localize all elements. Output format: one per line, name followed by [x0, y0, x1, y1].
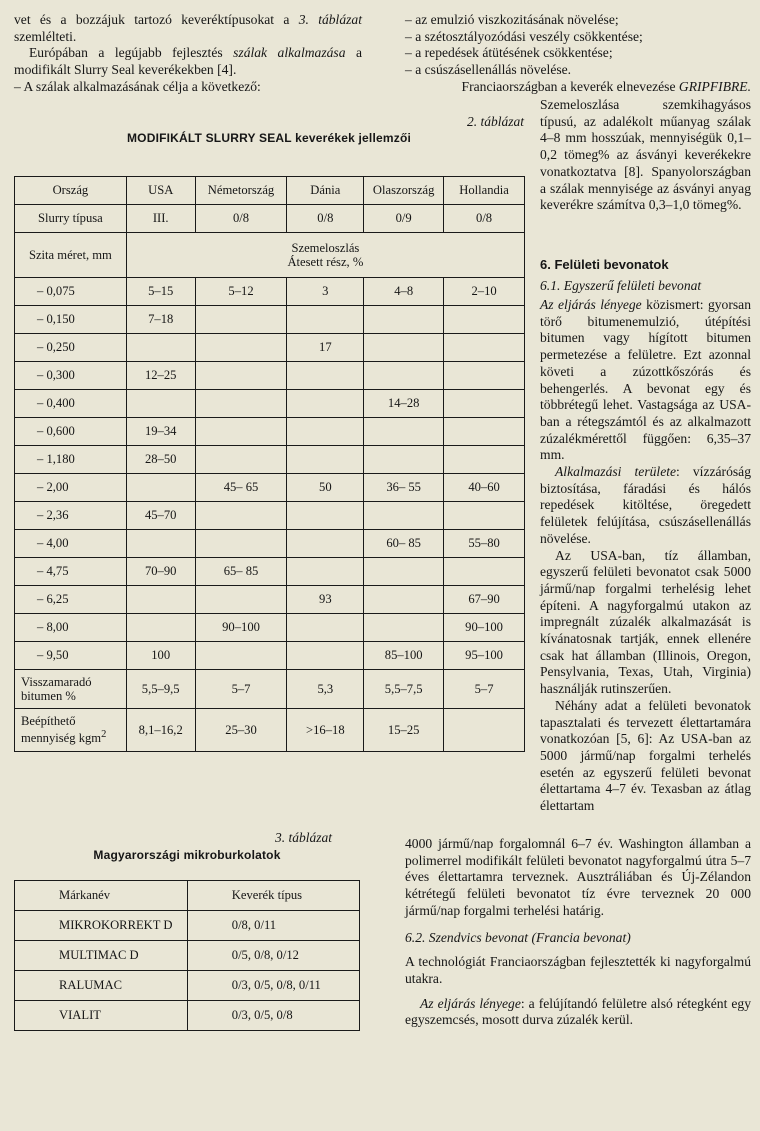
table-row: [15, 670, 525, 709]
table-row: [15, 278, 525, 306]
table-cell: 19–34: [126, 418, 195, 446]
table-row: [15, 418, 525, 446]
purpose-line: – A szálak alkalmazásának célja a következő:: [14, 78, 261, 94]
table-cell: [195, 530, 287, 558]
table-cell: [287, 502, 364, 530]
brand-name: VIALIT: [15, 1001, 188, 1031]
table-cell: 8,1–16,2: [126, 709, 195, 752]
table-row: [15, 205, 525, 233]
mix-type: 0/5, 0/8, 0/12: [187, 941, 359, 971]
subsection-heading: 6.2. Szendvics bevonat (Francia bevonat): [405, 929, 631, 945]
table-cell: 5,5–7,5: [364, 670, 444, 709]
table-cell: 65– 85: [195, 558, 287, 586]
table-cell: [287, 362, 364, 390]
table-row: [15, 941, 360, 971]
section-heading: 6. Felületi bevonatok: [540, 257, 669, 272]
brand-rows: [15, 911, 360, 1031]
right-bullets: [405, 12, 751, 96]
table-cell: [364, 446, 444, 474]
sieve-size: – 0,400: [15, 390, 127, 418]
table-cell: 93: [287, 586, 364, 614]
table-cell: 90–100: [444, 614, 525, 642]
sieve-size: – 8,00: [15, 614, 127, 642]
table-row: [15, 306, 525, 334]
slurry-type-label: Slurry típusa: [15, 205, 127, 233]
table-cell: [444, 446, 525, 474]
grading-rows: [15, 278, 525, 670]
sieve-size: – 4,00: [15, 530, 127, 558]
mix-type: 0/3, 0/5, 0/8, 0/11: [187, 971, 359, 1001]
table2-caption: 2. táblázat: [466, 114, 524, 129]
table-header-row: [15, 177, 525, 205]
table-row: [15, 334, 525, 362]
table-cell: 28–50: [126, 446, 195, 474]
paragraph: Az USA-ban, tíz államban, egyszerű felületi bevonatot csak 5000 jármű/nap forgalmi terhelésig lehet építeni. A nagyforgalmú utakon az impregnált zúzalék alkalmazását is kívánatosnak tartják, ennek ellenére csak hat államban (Illinois, Oregon, Pensylvania, Texas, Utah, Virginia) használják rutinszerűen.: [540, 547, 751, 697]
table-cell: [444, 709, 525, 752]
table-cell: [195, 306, 287, 334]
fibre-intro-paragraph: Európában a legújabb fejlesztés szálak alkalmazása a modifikált Slurry Seal keverékekben [4].: [14, 45, 362, 78]
mix-type: 0/8, 0/11: [187, 911, 359, 941]
bitumen-label: Visszamaradó bitumen %: [15, 670, 127, 709]
paragraph: Néhány adat a felületi bevonatok tapasztalati és tervezett élettartamára vonatkozóan [5, 6]: Az USA-ban az 5000 jármű/nap forgalmi terhelés esetén az egyszerű felületi bevonat élettartama 4–7 év. Texasban az átlag élettartam: [540, 697, 751, 814]
table-cell: [195, 446, 287, 474]
table-cell: 45–70: [126, 502, 195, 530]
table-row: [15, 362, 525, 390]
paragraph: Az eljárás lényege: a felújítandó felületre alsó rétegként egy egyszemcsés, mosott durva zúzalék kerül.: [405, 995, 751, 1028]
table-row: [15, 446, 525, 474]
table-row: [15, 911, 360, 941]
country-netherlands: Hollandia: [444, 177, 525, 205]
paragraph: A technológiát Franciaországban fejlesztették ki nagyforgalmú utakra.: [405, 954, 751, 986]
table-cell: [444, 502, 525, 530]
table-cell: [364, 362, 444, 390]
table-cell: [126, 334, 195, 362]
sieve-size: – 0,600: [15, 418, 127, 446]
table-row: [15, 502, 525, 530]
table-cell: 14–28: [364, 390, 444, 418]
table-cell: [126, 474, 195, 502]
table-cell: 4–8: [364, 278, 444, 306]
sieve-size-label: Szita méret, mm: [15, 233, 127, 278]
quantity-label: Beépíthető mennyiség kgm$^2$: [15, 709, 127, 752]
table-row: [15, 558, 525, 586]
table-row: [15, 642, 525, 670]
micro-surfacing-table: [14, 880, 360, 1031]
table-cell: 95–100: [444, 642, 525, 670]
table-cell: [444, 390, 525, 418]
table-cell: [287, 642, 364, 670]
table-row: [15, 971, 360, 1001]
sieve-size: – 1,180: [15, 446, 127, 474]
sieve-size: – 0,075: [15, 278, 127, 306]
table-cell: [195, 390, 287, 418]
table-cell: 90–100: [195, 614, 287, 642]
table-cell: 5,5–9,5: [126, 670, 195, 709]
table-cell: [444, 334, 525, 362]
table-cell: [195, 502, 287, 530]
table-cell: [444, 418, 525, 446]
table-cell: [287, 390, 364, 418]
country-germany: Németország: [195, 177, 287, 205]
table-cell: [364, 502, 444, 530]
table-cell: [364, 586, 444, 614]
brand-name: RALUMAC: [15, 971, 188, 1001]
paragraph: 4000 jármű/nap forgalomnál 6–7 év. Washington államban a polimerrel modifikált felületi bevonatot nagyforgalmú útra 5–7 éves élettartamra terveznek. Ausztráliában és Új-Zélandon kétrétegű felületi bevonatot tíz évre terveznek 20 000 jármű/nap forgalmi terhelési határig.: [405, 836, 751, 918]
table-cell: 17: [287, 334, 364, 362]
brand-name: MIKROKORREKT D: [15, 911, 188, 941]
table-cell: 0/8: [444, 205, 525, 233]
brand-header: Márkanév: [15, 881, 188, 911]
table-cell: 40–60: [444, 474, 525, 502]
table-row: [15, 474, 525, 502]
table-cell: 12–25: [126, 362, 195, 390]
table-cell: [287, 530, 364, 558]
table3-title: Magyarországi mikroburkolatok: [93, 848, 281, 862]
table-cell: [444, 306, 525, 334]
bullet-item: – az emulzió viszkozitásának növelése;: [405, 12, 619, 27]
subsection-heading: 6.1. Egyszerű felületi bevonat: [540, 278, 702, 293]
table-cell: [195, 642, 287, 670]
sieve-size: – 6,25: [15, 586, 127, 614]
table-cell: [444, 558, 525, 586]
country-denmark: Dánia: [287, 177, 364, 205]
sieve-size: – 0,300: [15, 362, 127, 390]
brand-name: MULTIMAC D: [15, 941, 188, 971]
table-cell: [364, 558, 444, 586]
table-cell: [126, 530, 195, 558]
table-cell: 85–100: [364, 642, 444, 670]
table-cell: [364, 306, 444, 334]
gripfibre-line: Franciaországban a keverék elnevezése GRIPFIBRE.: [461, 78, 751, 94]
table-cell: 25–30: [195, 709, 287, 752]
table-cell: [195, 586, 287, 614]
table-cell: [287, 418, 364, 446]
table-header-row: [15, 881, 360, 911]
table3-caption: 3. táblázat: [274, 830, 332, 845]
section6-wide-text: [405, 836, 751, 1029]
table-cell: [364, 614, 444, 642]
table-row: [15, 390, 525, 418]
table-cell: 0/8: [195, 205, 287, 233]
table-row: [15, 530, 525, 558]
table-row: [15, 1001, 360, 1031]
table-cell: [364, 418, 444, 446]
bullet-item: – a csúszásellenállás növelése.: [405, 62, 572, 78]
sieve-size: – 9,50: [15, 642, 127, 670]
left-intro: [14, 12, 362, 96]
slurry-seal-table: [14, 176, 525, 752]
table-cell: 5–12: [195, 278, 287, 306]
sieve-size: – 2,36: [15, 502, 127, 530]
table-cell: 36– 55: [364, 474, 444, 502]
table-cell: [195, 418, 287, 446]
sieve-size: – 2,00: [15, 474, 127, 502]
table-cell: [195, 334, 287, 362]
intro-line: vet és a bozzájuk tartozó keveréktípusokat a 3. táblázat szemlélteti.: [14, 12, 362, 44]
table-cell: III.: [126, 205, 195, 233]
table-cell: 0/8: [287, 205, 364, 233]
table-cell: 0/9: [364, 205, 444, 233]
table-cell: 5–15: [126, 278, 195, 306]
table-cell: 55–80: [444, 530, 525, 558]
table-cell: 50: [287, 474, 364, 502]
table-cell: >16–18: [287, 709, 364, 752]
table-cell: [287, 614, 364, 642]
bullet-item: – a repedések átütésének csökkentése;: [405, 45, 613, 61]
sieve-size: – 4,75: [15, 558, 127, 586]
table-cell: 7–18: [126, 306, 195, 334]
fibre-grading-text: Szemeloszlása szemkihagyásos típusú, az adalékolt műanyag szálak 4–8 mm hosszúak, mennyiségük 0,1–0,2 tömeg% az ásványi keverékekre vonatkoztatva [8]. Spanyolországban a szálak mennyisége az ásványi anyag keverékre számítva 0,3–1,0 tömeg%.: [540, 97, 751, 213]
table-cell: [287, 558, 364, 586]
table-cell: [126, 390, 195, 418]
table-row: [15, 709, 525, 752]
table-cell: 5–7: [195, 670, 287, 709]
table-cell: [195, 362, 287, 390]
table-cell: 5,3: [287, 670, 364, 709]
table-row: [15, 233, 525, 278]
country-usa: USA: [126, 177, 195, 205]
table-cell: 100: [126, 642, 195, 670]
table2-title: MODIFIKÁLT SLURRY SEAL keverékek jellemzői: [126, 131, 412, 145]
grading-header: Szemeloszlás Átesett rész, %: [126, 233, 524, 278]
table-row: [15, 614, 525, 642]
table-cell: 5–7: [444, 670, 525, 709]
table-cell: [444, 362, 525, 390]
table-cell: [126, 586, 195, 614]
country-header: Ország: [15, 177, 127, 205]
table-cell: 2–10: [444, 278, 525, 306]
bullet-item: – a szétosztályozódási veszély csökkentése;: [405, 28, 643, 44]
table-cell: 70–90: [126, 558, 195, 586]
table-cell: 60– 85: [364, 530, 444, 558]
sieve-size: – 0,150: [15, 306, 127, 334]
sieve-size: – 0,250: [15, 334, 127, 362]
table-cell: 45– 65: [195, 474, 287, 502]
table-cell: 3: [287, 278, 364, 306]
mix-type: 0/3, 0/5, 0/8: [187, 1001, 359, 1031]
table-cell: 67–90: [444, 586, 525, 614]
table-cell: [287, 446, 364, 474]
table-cell: [126, 614, 195, 642]
table-cell: [364, 334, 444, 362]
table-cell: 15–25: [364, 709, 444, 752]
country-italy: Olaszország: [364, 177, 444, 205]
paragraph: Az eljárás lényege közismert: gyorsan törő bitumenemulzió, útépítési bitumen vagy hígított bitumen permetezése a felületre. Ezt azonnal követi a zúzottkőszórás és behengerlés. A bevonat egy és többrétegű lehet. Vastagsága az USA-ban a rétegszámtól és az alkalmazott zúzalékmérettől függően: 6,35–37 mm.: [540, 297, 751, 463]
mix-type-header: Keverék típus: [187, 881, 359, 911]
table-cell: [287, 306, 364, 334]
table-row: [15, 586, 525, 614]
section6-column: [540, 257, 751, 815]
paragraph: Alkalmazási területe: vízzáróság biztosítása, fáradási és hálós repedések kitöltése, öregedett felületek felújítása, csúszásellenállás növelése.: [540, 464, 752, 546]
